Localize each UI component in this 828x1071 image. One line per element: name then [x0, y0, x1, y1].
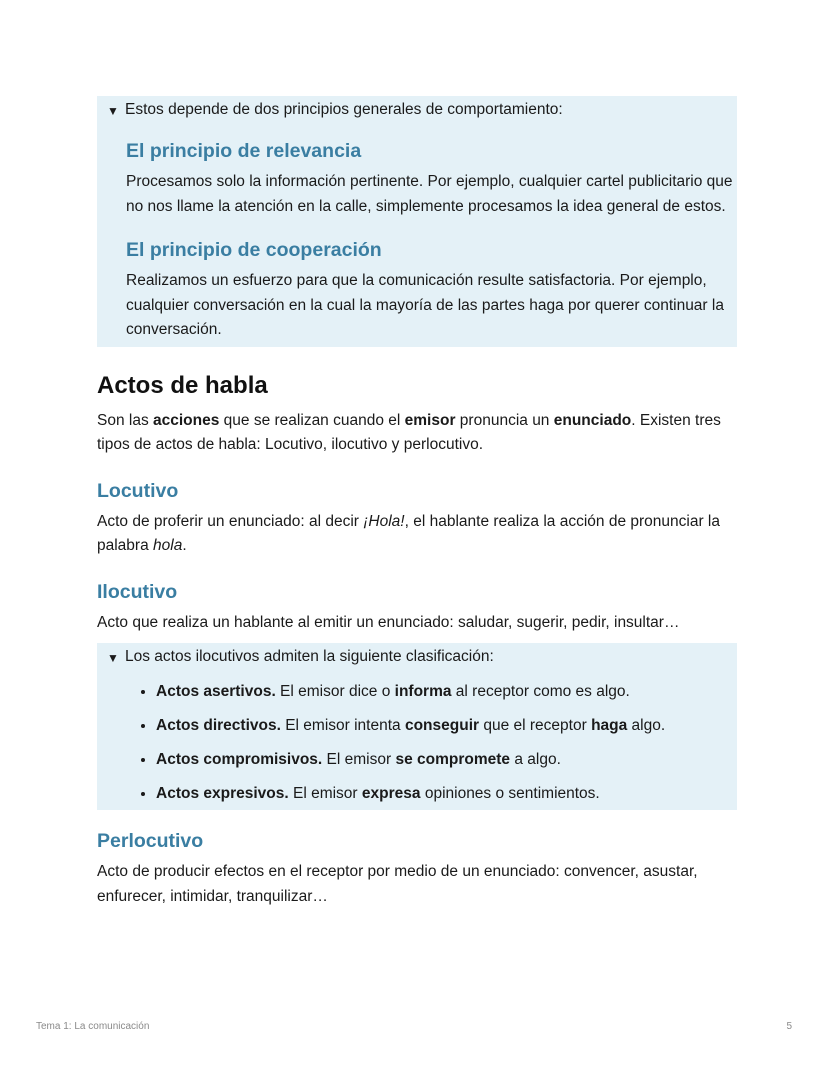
principle-title: El principio de relevancia — [126, 140, 362, 162]
list-item: • Actos asertivos. El emisor dice o informa al receptor como es algo. — [156, 680, 737, 704]
triangle-down-icon[interactable]: ▼ — [107, 651, 119, 665]
toggle-summary: Los actos ilocutivos admiten la siguiente clasificación: — [125, 648, 494, 665]
list-item: • Actos compromisivos. El emisor se compromete a algo. — [156, 748, 737, 772]
actos-intro: Son las acciones que se realizan cuando el emisor pronuncia un enunciado. Existen tres tipos de actos de habla: Locutivo, ilocutivo y perlocutivo. — [97, 411, 721, 453]
footer-title: Tema 1: La comunicación — [36, 1021, 150, 1032]
toggle-header[interactable] — [97, 96, 737, 123]
toggle-summary: Estos depende de dos principios generales de comportamiento: — [125, 101, 563, 118]
locutivo-text: Acto de proferir un enunciado: al decir ¡Hola!, el hablante realiza la acción de pronunciar la palabra hola. — [97, 512, 720, 554]
page-number: 5 — [786, 1021, 792, 1032]
page-content — [97, 96, 737, 909]
triangle-down-icon[interactable]: ▼ — [107, 104, 119, 118]
toggle-block-principles — [97, 96, 737, 347]
principle-text: Realizamos un esfuerzo para que la comunicación resulte satisfactoria. Por ejemplo, cualquier conversación en la cual la mayoría de las partes haga por querer continuar la conversación. — [126, 272, 724, 338]
list-item: • Actos expresivos. El emisor expresa opiniones o sentimientos. — [156, 782, 737, 806]
toggle-block-ilocutivos — [97, 643, 737, 810]
principle-text: Procesamos solo la información pertinente. Por ejemplo, cualquier cartel publicitario que no nos llame la atención en la calle, simplemente procesamos la idea general de estos. — [126, 173, 733, 215]
ilocutivo-text: Acto que realiza un hablante al emitir un enunciado: saludar, sugerir, pedir, insultar… — [97, 613, 680, 631]
section-heading-ilocutivo: Ilocutivo — [97, 580, 178, 603]
list-item: • Actos directivos. El emisor intenta conseguir que el receptor haga algo. — [156, 714, 737, 738]
section-heading-perlocutivo: Perlocutivo — [97, 830, 204, 852]
section-heading-actos: Actos de habla — [97, 371, 268, 399]
section-heading-locutivo: Locutivo — [97, 479, 179, 502]
perlocutivo-text: Acto de producir efectos en el receptor por medio de un enunciado: convencer, asustar, enfurecer, intimidar, tranquilizar… — [97, 863, 698, 905]
ilocutivo-list — [126, 680, 737, 806]
toggle-header[interactable] — [97, 643, 737, 670]
principle-title: El principio de cooperación — [126, 239, 382, 261]
